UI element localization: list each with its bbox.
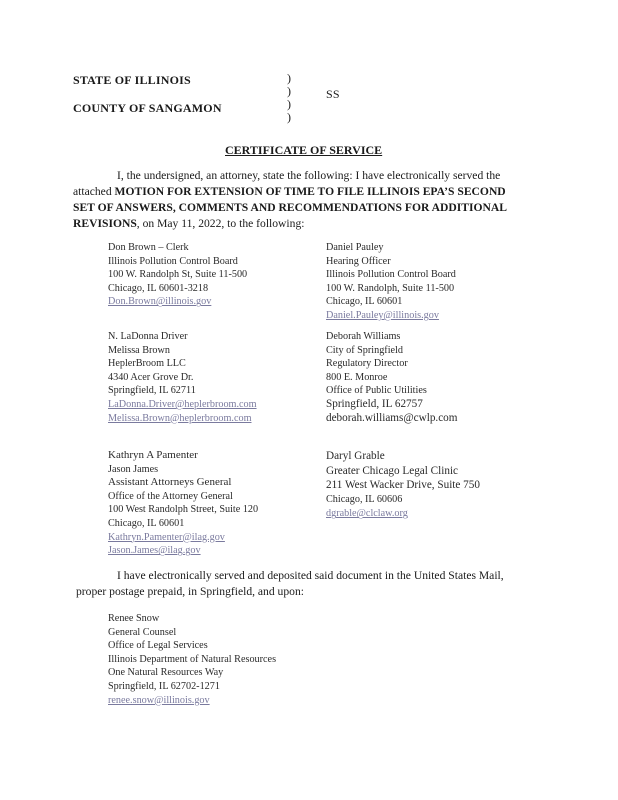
paren-2: ): [287, 84, 291, 98]
intro-line-2: [73, 184, 506, 200]
address-line: Springfield, IL 62711: [108, 385, 196, 397]
address-line: 100 West Randolph Street, Suite 120: [108, 504, 259, 516]
paren-3: ): [287, 97, 291, 111]
paren-1: ): [287, 71, 291, 85]
county-caption: COUNTY OF SANGAMON: [73, 101, 222, 115]
email-link[interactable]: dgrable@clclaw.org: [326, 508, 408, 520]
address-line: One Natural Resources Way: [108, 667, 224, 679]
address-line: Kathryn A Pamenter: [108, 449, 198, 461]
address-line: Jason James: [108, 463, 159, 475]
address-line: Deborah Williams: [326, 331, 401, 342]
email-link[interactable]: Melissa.Brown@heplerbroom.com: [108, 412, 252, 424]
address-line: Office of the Attorney General: [108, 490, 233, 502]
address-line: Illinois Department of Natural Resources: [108, 653, 277, 665]
address-line: Renee Snow: [108, 613, 160, 624]
address-line: Assistant Attorneys General: [108, 476, 232, 489]
address-line: Illinois Pollution Control Board: [108, 255, 238, 267]
recipient-don-brown: [108, 241, 247, 309]
paren-4: ): [287, 110, 291, 124]
intro-tail: , on May 11, 2022, to the following:: [136, 217, 305, 230]
address-line: Chicago, IL 60601: [108, 517, 185, 529]
recipient-daniel-pauley: [326, 241, 456, 323]
intro-line-1: I, the undersigned, an attorney, state the following: I have electronically served the: [117, 169, 501, 182]
document-title-part-3: REVISIONS: [73, 217, 137, 230]
address-line: Illinois Pollution Control Board: [326, 269, 456, 281]
email-link[interactable]: Daniel.Pauley@illinois.gov: [326, 309, 439, 321]
address-line: Hearing Officer: [326, 255, 391, 267]
address-line: Greater Chicago Legal Clinic: [326, 464, 459, 477]
address-line: Daniel Pauley: [326, 242, 384, 253]
address-line: Chicago, IL 60601: [326, 296, 403, 308]
email-text: deborah.williams@cwlp.com: [326, 411, 458, 424]
address-line: Daryl Grable: [326, 450, 385, 462]
email-link[interactable]: LaDonna.Driver@heplerbroom.com: [108, 398, 257, 410]
address-line: Springfield, IL 62757: [326, 397, 423, 410]
address-line: Melissa Brown: [108, 344, 170, 356]
address-line: Office of Public Utilities: [326, 385, 427, 397]
address-line: N. LaDonna Driver: [108, 331, 188, 342]
recipient-renee-snow: [108, 612, 276, 707]
email-link[interactable]: Kathryn.Pamenter@ilag.gov: [108, 531, 225, 543]
address-line: 800 E. Monroe: [326, 371, 388, 383]
email-link[interactable]: Don.Brown@illinois.gov: [108, 296, 212, 308]
intro-line-4: [73, 216, 304, 232]
recipient-pamenter-james: [108, 449, 258, 558]
recipient-deborah-williams: [326, 330, 457, 425]
address-line: City of Springfield: [326, 344, 403, 356]
address-line: General Counsel: [108, 626, 177, 638]
address-line: Springfield, IL 62702-1271: [108, 680, 220, 692]
address-line: Office of Legal Services: [108, 640, 208, 652]
address-line: 100 W. Randolph, Suite 11-500: [326, 282, 455, 294]
page-title: CERTIFICATE OF SERVICE: [225, 143, 383, 157]
address-line: Chicago, IL 60601-3218: [108, 282, 209, 294]
address-line: 100 W. Randolph St, Suite 11-500: [108, 269, 248, 281]
address-line: Chicago, IL 60606: [326, 493, 403, 505]
ss-label: SS: [326, 87, 340, 101]
recipient-daryl-grable: [326, 449, 480, 522]
mail-line-1: I have electronically served and deposited said document in the United States Mail,: [117, 569, 504, 582]
document-title-part-1: MOTION FOR EXTENSION OF TIME TO FILE ILLINOIS EPA’S SECOND: [114, 185, 506, 198]
address-line: Regulatory Director: [326, 358, 408, 370]
mail-line-2: proper postage prepaid, in Springfield, and upon:: [76, 585, 304, 598]
recipient-driver-brown: [108, 330, 257, 425]
address-line: Don Brown – Clerk: [108, 242, 189, 253]
intro-attached: attached: [73, 185, 112, 198]
caption-parens: [287, 72, 291, 124]
address-line: 211 West Wacker Drive, Suite 750: [326, 479, 480, 492]
email-link[interactable]: Jason.James@ilag.gov: [108, 545, 201, 557]
address-line: HeplerBroom LLC: [108, 358, 186, 370]
document-title-part-2: SET OF ANSWERS, COMMENTS AND RECOMMENDATIONS FOR ADDITIONAL: [73, 201, 507, 214]
address-line: 4340 Acer Grove Dr.: [108, 371, 194, 383]
state-caption: STATE OF ILLINOIS: [73, 73, 191, 87]
email-link[interactable]: renee.snow@illinois.gov: [108, 694, 210, 706]
